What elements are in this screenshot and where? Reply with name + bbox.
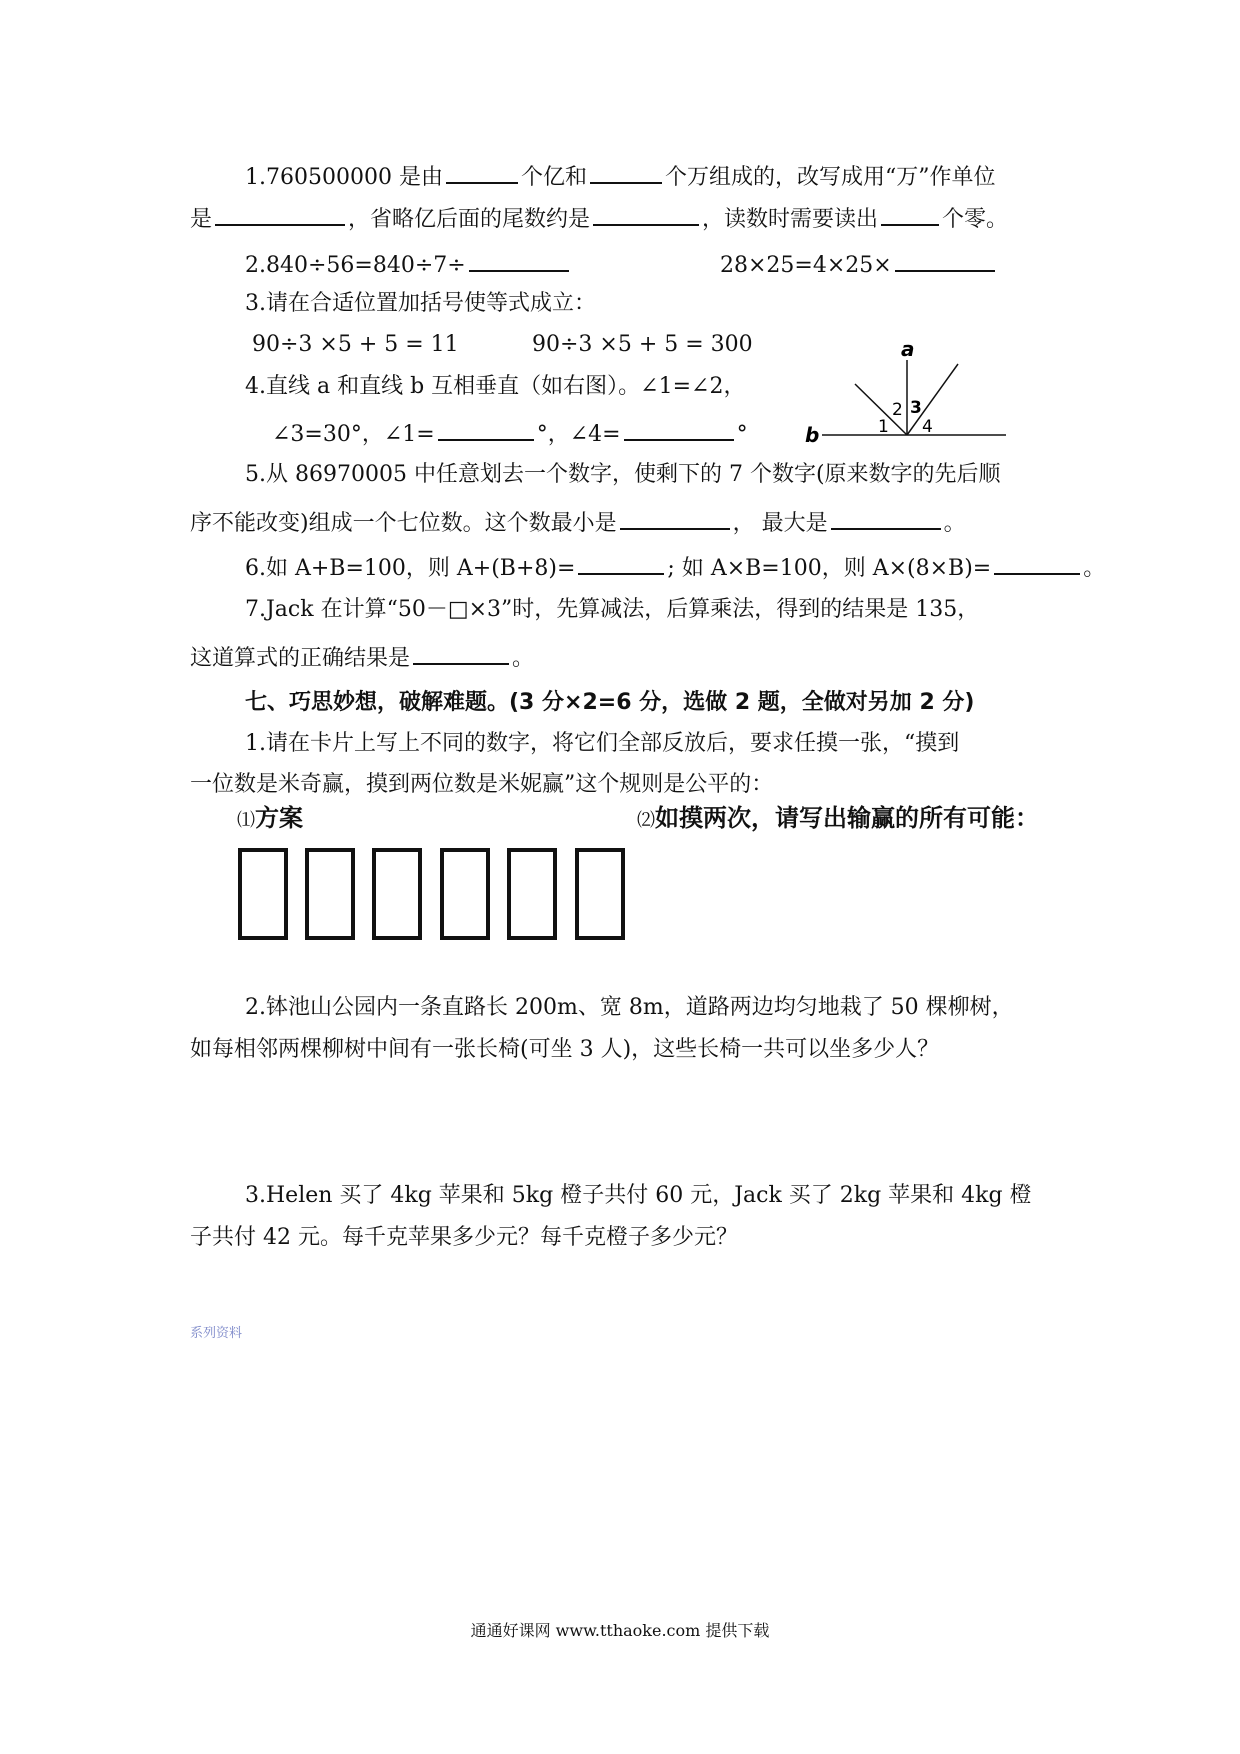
- q1-line2: [190, 200, 1008, 235]
- angle-figure: [800, 340, 1020, 450]
- q6-text-c: 。: [1083, 556, 1106, 581]
- q2-left-text: 2.840÷56=840÷7÷: [245, 253, 466, 278]
- q4-text-a: ∠3=30°，∠1=: [272, 422, 435, 447]
- q1-blank-4[interactable]: [593, 200, 699, 226]
- card-5[interactable]: [507, 848, 557, 940]
- q1-blank-2[interactable]: [590, 158, 662, 184]
- q5-text-b: ， 最大是: [732, 511, 828, 536]
- q6-text-b: ; 如 A×B=100，则 A×(8×B)=: [667, 556, 992, 581]
- q1-text-d: 是: [190, 207, 213, 232]
- q5-blank-1[interactable]: [620, 504, 730, 530]
- q2-blank-1[interactable]: [469, 246, 569, 272]
- q6-blank-2[interactable]: [994, 549, 1080, 575]
- p1-plan-label: 方案: [255, 804, 303, 832]
- page-footer: 通通好课网 www.tthaoke.com 提供下载: [470, 1621, 770, 1640]
- q5-text-c: 。: [943, 511, 966, 536]
- p1-ask-number: ⑵: [637, 810, 655, 831]
- q7-line2: [190, 639, 534, 674]
- q1-text-c: 个万组成的，改写成用“万”作单位: [664, 165, 996, 190]
- p1-plan-number: ⑴: [237, 810, 255, 831]
- q2-left: [245, 246, 572, 281]
- card-4[interactable]: [440, 848, 490, 940]
- q2-right: [720, 246, 998, 281]
- q1-text-b: 个亿和: [520, 165, 587, 190]
- label-1: 1: [878, 417, 889, 437]
- q4-text-b: °，∠4=: [536, 422, 621, 447]
- q6-line: [245, 549, 1105, 584]
- section-7-title: 七、巧思妙想，破解难题。(3 分×2=6 分，选做 2 题，全做对另加 2 分): [245, 690, 975, 715]
- q3-equation-1: 90÷3 ×5 + 5 = 11: [252, 332, 459, 357]
- q1-text-a: 1.760500000 是由: [245, 165, 443, 190]
- q7-text-a: 这道算式的正确结果是: [190, 646, 411, 671]
- label-a: a: [901, 340, 915, 361]
- q6-text-a: 6.如 A+B=100，则 A+(B+8)=: [245, 556, 576, 581]
- watermark-note: 系列资料: [190, 1326, 243, 1341]
- q1-line1: [245, 158, 995, 193]
- q3-equation-2: 90÷3 ×5 + 5 = 300: [532, 332, 753, 357]
- q7-blank-1[interactable]: [413, 639, 509, 665]
- q4-text-c: °: [736, 422, 748, 447]
- q7-text-b: 。: [512, 646, 535, 671]
- q5-text-a: 序不能改变)组成一个七位数。这个数最小是: [190, 511, 617, 536]
- q1-text-f: ，读数时需要读出: [702, 207, 879, 232]
- q1-blank-1[interactable]: [446, 158, 518, 184]
- q4-blank-1[interactable]: [438, 415, 534, 441]
- q4-blank-2[interactable]: [624, 415, 734, 441]
- q1-blank-3[interactable]: [215, 200, 345, 226]
- p1-ask-heading: [637, 803, 1039, 836]
- q4-line2: [272, 415, 748, 450]
- p2-line1: 2.钵池山公园内一条直路长 200m、宽 8m，道路两边均匀地栽了 50 棵柳树，: [245, 995, 1014, 1020]
- q5-blank-2[interactable]: [831, 504, 941, 530]
- card-3[interactable]: [372, 848, 422, 940]
- label-b: b: [805, 423, 820, 447]
- q1-blank-5[interactable]: [881, 200, 939, 226]
- p1-plan-heading: [237, 803, 303, 836]
- label-2: 2: [892, 400, 903, 420]
- p3-line2: 子共付 42 元。每千克苹果多少元？每千克橙子多少元？: [190, 1225, 738, 1250]
- q3-title: 3.请在合适位置加括号使等式成立：: [245, 291, 596, 316]
- card-2[interactable]: [305, 848, 355, 940]
- p1-line1: 1.请在卡片上写上不同的数字，将它们全部反放后，要求任摸一张，“摸到: [245, 731, 960, 756]
- p2-line2: 如每相邻两棵柳树中间有一张长椅(可坐 3 人)，这些长椅一共可以坐多少人？: [190, 1037, 940, 1062]
- q6-blank-1[interactable]: [578, 549, 664, 575]
- label-4: 4: [922, 417, 933, 437]
- q7-line1: 7.Jack 在计算“50－□×3”时，先算减法，后算乘法，得到的结果是 135，: [245, 597, 980, 622]
- q2-blank-2[interactable]: [895, 246, 995, 272]
- card-6[interactable]: [575, 848, 625, 940]
- q1-text-g: 个零。: [942, 207, 1009, 232]
- q2-right-text: 28×25=4×25×: [720, 253, 892, 278]
- q1-text-e: ，省略亿后面的尾数约是: [348, 207, 591, 232]
- q5-line2: [190, 504, 966, 539]
- q5-line1: 5.从 86970005 中任意划去一个数字，使剩下的 7 个数字(原来数字的先后顺: [245, 462, 1001, 487]
- p1-ask-label: 如摸两次，请写出输赢的所有可能：: [655, 804, 1039, 832]
- card-1[interactable]: [238, 848, 288, 940]
- q4-line1: 4.直线 a 和直线 b 互相垂直（如右图）。∠1=∠2，: [245, 374, 746, 399]
- p3-line1: 3.Helen 买了 4kg 苹果和 5kg 橙子共付 60 元，Jack 买了 2kg 苹果和 4kg 橙: [245, 1183, 1032, 1208]
- label-3: 3: [910, 398, 922, 418]
- p1-line2: 一位数是米奇赢，摸到两位数是米妮赢”这个规则是公平的：: [190, 772, 774, 797]
